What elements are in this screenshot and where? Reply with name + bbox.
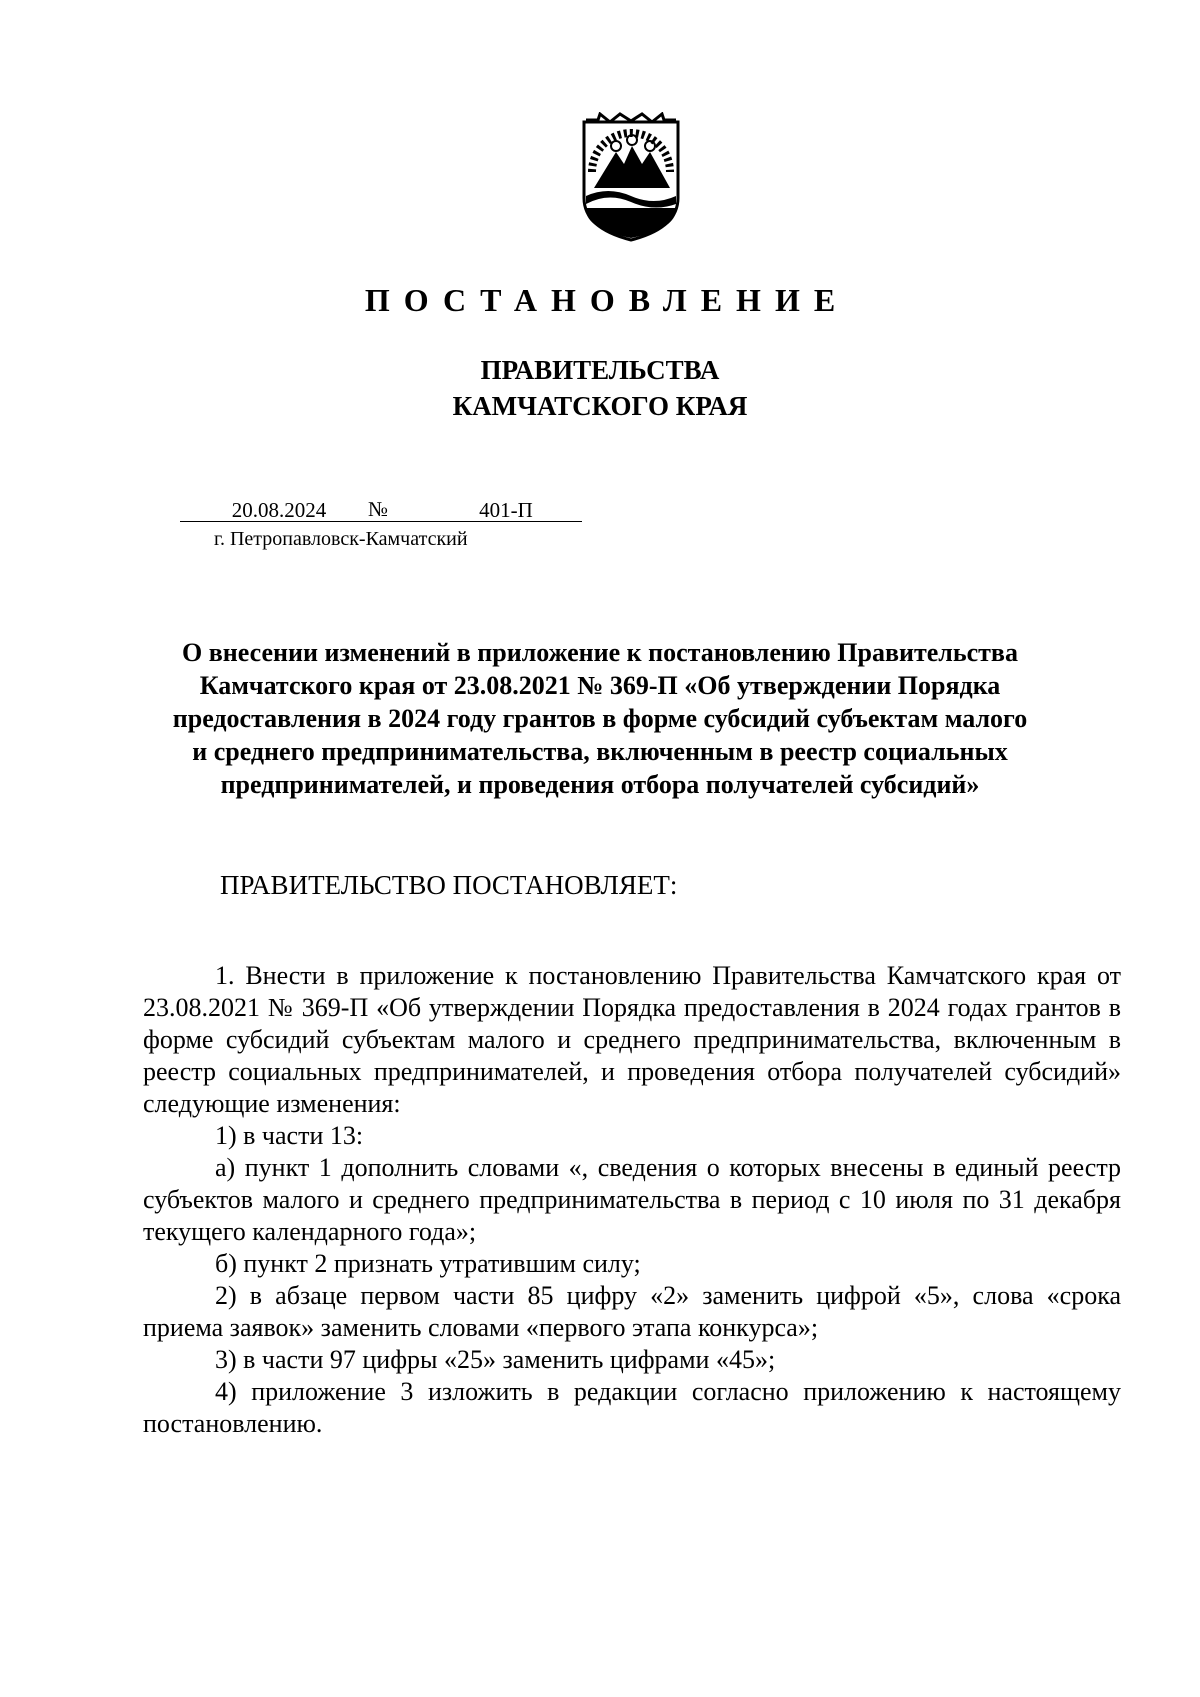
issuing-authority [0, 352, 1200, 424]
document-title [150, 636, 1050, 801]
authority-line-2: КАМЧАТСКОГО КРАЯ [452, 391, 748, 421]
authority-line-1: ПРАВИТЕЛЬСТВА [480, 355, 720, 385]
paragraph-3: а) пункт 1 дополнить словами «, сведения о которых внесены в единый реестр субъектов малого и среднего предпринимательства в период с 10 июля по 31 декабря текущего календарного года»; [143, 1153, 1121, 1246]
resolution-statement: ПРАВИТЕЛЬСТВО ПОСТАНОВЛЯЕТ: [220, 870, 678, 900]
title-line: предпринимателей, и проведения отбора получателей субсидий» [220, 770, 980, 799]
title-line: предоставления в 2024 году грантов в форме субсидий субъектам малого [172, 704, 1028, 733]
paragraph-1: 1. Внести в приложение к постановлению Правительства Камчатского края от 23.08.2021 № 369-П «Об утверждении Порядка предоставления в 2024 годах грантов в форме субсидий субъектам малого и среднего предпринимательства, включенным в реестр социальных предпринимателей, и проведения отбора получателей субсидий» следующие изменения: [143, 961, 1121, 1118]
title-line: Камчатского края от 23.08.2021 № 369-П «Об утверждении Порядка [199, 671, 1001, 700]
title-line: и среднего предпринимательства, включенным в реестр социальных [192, 737, 1008, 766]
paragraph-2: 1) в части 13: [215, 1121, 364, 1150]
number-sign: № [368, 497, 420, 522]
document-date: 20.08.2024 [180, 498, 368, 522]
paragraph-5: 2) в абзаце первом части 85 цифру «2» заменить цифрой «5», слова «срока приема заявок» заменить словами «первого этапа конкурса»; [143, 1281, 1121, 1342]
paragraph-7: 4) приложение 3 изложить в редакции согласно приложению к настоящему постановлению. [143, 1377, 1121, 1438]
paragraph-6: 3) в части 97 цифры «25» заменить цифрами «45»; [215, 1345, 776, 1374]
document-type-heading: ПОСТАНОВЛЕНИЕ [364, 282, 850, 318]
document-number: 401-П [420, 498, 582, 522]
document-body [143, 960, 1121, 1440]
city-of-issue: г. Петропавловск-Камчатский [214, 528, 468, 550]
document-details [180, 496, 582, 552]
title-line: О внесении изменений в приложение к постановлению Правительства [182, 638, 1018, 667]
kamchatka-coat-of-arms-emblem [580, 112, 682, 242]
date-number-line [180, 496, 582, 522]
paragraph-4: б) пункт 2 признать утратившим силу; [215, 1249, 641, 1278]
